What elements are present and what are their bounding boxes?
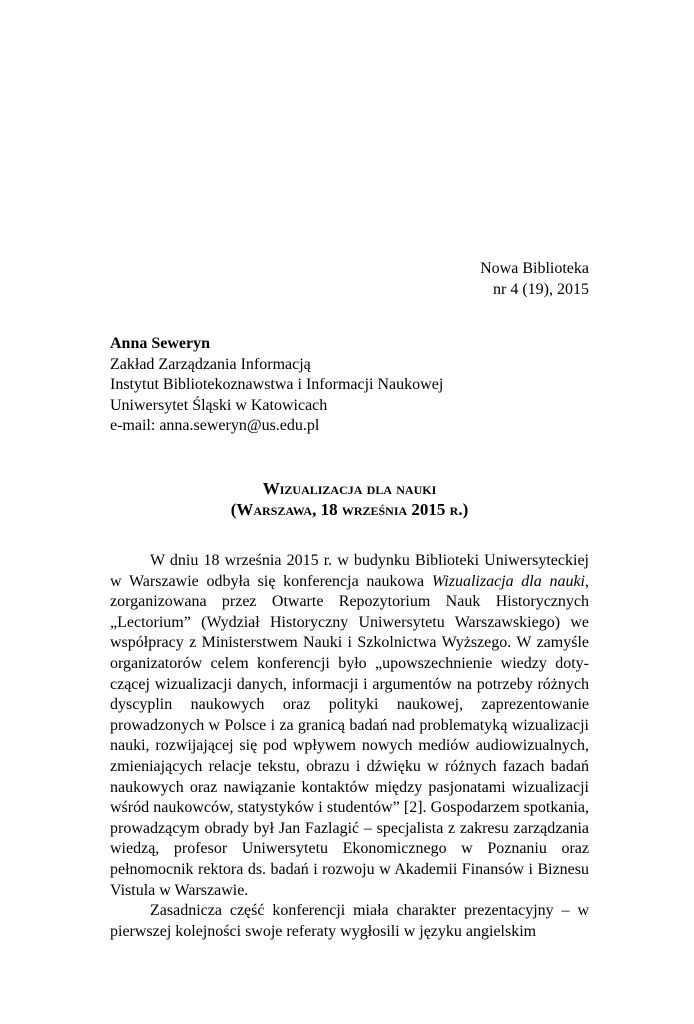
- author-block: [110, 334, 443, 437]
- author-email: e-mail: anna.seweryn@us.edu.pl: [110, 417, 320, 434]
- paragraph-1-part1: W dniu 18 września 2015 r. w budynku Biblioteki Uniwersyteckiej w Warszawie odbyła się konferencja naukowa: [110, 552, 589, 590]
- journal-name: Nowa Biblioteka: [480, 260, 589, 277]
- journal-issue: nr 4 (19), 2015: [493, 281, 589, 298]
- author-university: Uniwersytet Śląski w Katowicach: [110, 396, 328, 414]
- article-title-line2: (Warszawa, 18 września 2015 r.): [230, 500, 469, 519]
- author-name: Anna Seweryn: [110, 335, 211, 352]
- article-title: [110, 478, 589, 520]
- paragraph-1-part2: , zorganizowana przez Otwarte Repozytorium Nauk Historycznych „Lectorium” (Wydział Historyczny Uniwersytetu Warszawskiego) we współpracy z Ministerstwem Nauki i Szkolnictwa Wyższego. W zamyśle organizatorów celem konferencji było „upowszechnienie wiedzy dotyczącej wizualizacji danych, informacji i argumentów na potrzeby różnych dyscyplin naukowych oraz polityki naukowej, zaprezentowanie prowadzonych w Polsce i za granicą badań nad problematyką wizualizacji nauki, rozwijającej się pod wpływem nowych mediów audiowizualnych, zmieniających relacje tekstu, obrazu i dźwięku w różnych fazach badań naukowych oraz nawiązanie kontaktów między pasjonatami wizualizacji wśród naukowców, statystyków i studentów” [2]. Gospodarzem spotkania, prowadzącym obrady był Jan Fazlagić – specjalista z zakresu zarządzania wiedzą, profesor Uniwersytetu Ekonomicznego w Poznaniu oraz pełnomocnik rektora ds. badań i rozwoju w Akademii Finansów i Biznesu Vistula w Warszawie.: [110, 572, 589, 899]
- paragraph-2: Zasadnicza część konferencji miała charakter prezentacyjny – w pierwszej kolejności swoje referaty wygłosili w języku angielskim: [110, 902, 589, 940]
- paragraph-1: [110, 551, 589, 901]
- article-title-line1: Wizualizacja dla nauki: [262, 479, 437, 498]
- article-body: [110, 551, 589, 942]
- journal-header: [480, 258, 589, 300]
- author-institute: Instytut Bibliotekoznawstwa i Informacji Naukowej: [110, 376, 444, 393]
- conference-title-italic: Wizualizacja dla nauki: [431, 572, 585, 590]
- author-department: Zakład Zarządzania Informacją: [110, 355, 311, 373]
